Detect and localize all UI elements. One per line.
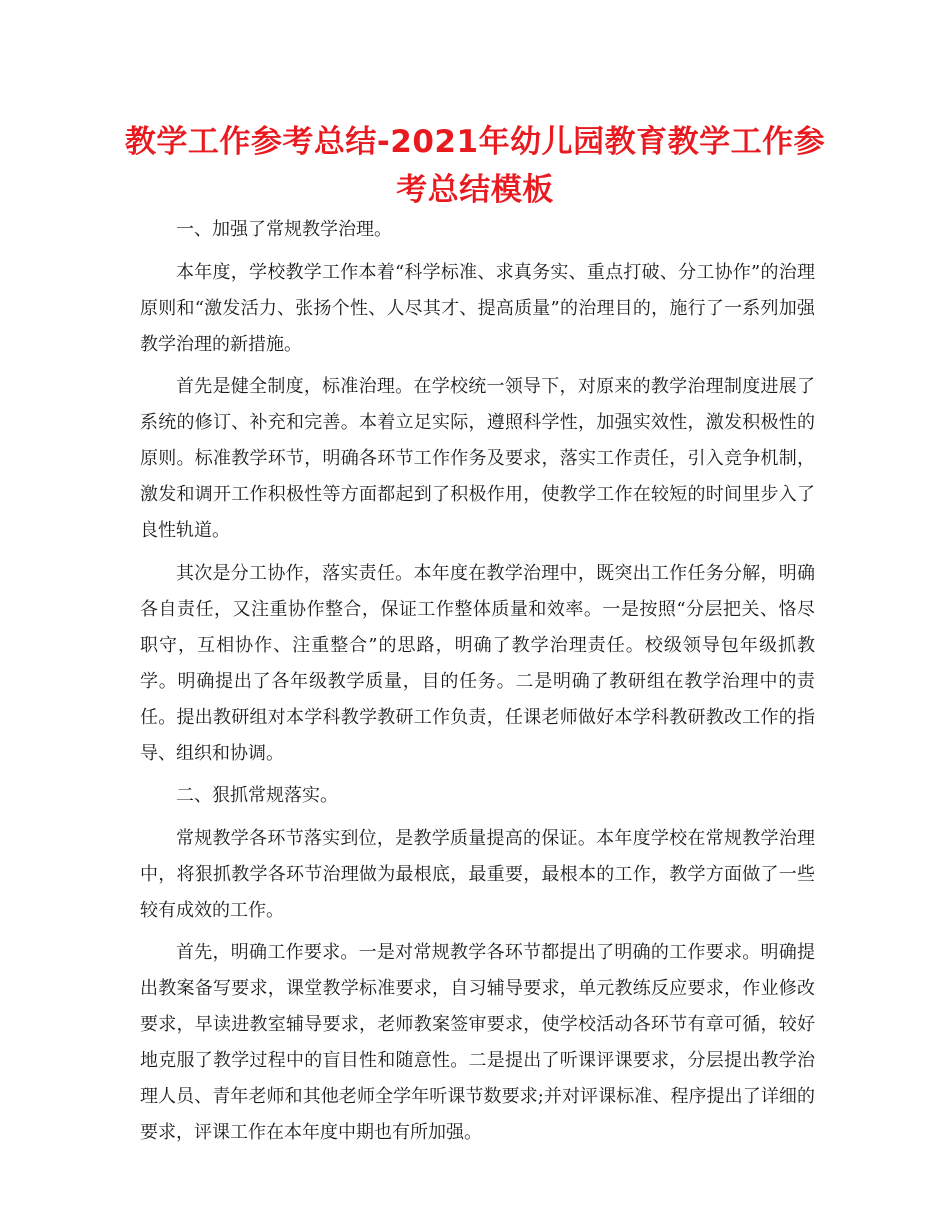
section-heading-2: 二、狠抓常规落实。 (176, 785, 338, 806)
paragraph: 其次是分工协作，落实责任。本年度在教学治理中，既突出工作任务分解，明确各自责任，又注重协作整合，保证工作整体质量和效率。一是按照“分层把关、恪尽职守，互相协作、注重整合”的思路，明确了教学治理责任。校级领导包年级抓教学。明确提出了各年级教学质量，目的任务。二是明确了教研组在教学治理中的责任。提出教研组对本学科教学教研工作负责，任课老师做好本学科教研教改工作的指导、组织和协调。 (140, 562, 815, 764)
paragraph: 本年度，学校教学工作本着“科学标准、求真务实、重点打破、分工协作”的治理原则和“激发活力、张扬个性、人尽其才、提高质量”的治理目的，施行了一系列加强教学治理的新措施。 (140, 261, 815, 355)
document-body (140, 212, 815, 1158)
document-title: 教学工作参考总结-2021年幼儿园教育教学工作参考总结模板 (124, 124, 826, 208)
paragraph: 首先是健全制度，标准治理。在学校统一领导下，对原来的教学治理制度进展了系统的修订、补充和完善。本着立足实际，遵照科学性，加强实效性，激发积极性的原则。标准教学环节，明确各环节工作作务及要求，落实工作责任，引入竞争机制，激发和调开工作积极性等方面都起到了积极作用，使教学工作在较短的时间里步入了良性轨道。 (140, 376, 815, 541)
paragraph: 首先，明确工作要求。一是对常规教学各环节都提出了明确的工作要求。明确提出教案备写要求，课堂教学标准要求，自习辅导要求，单元教练反应要求，作业修改要求，早读进教室辅导要求，老师教案签审要求，使学校活动各环节有章可循，较好地克服了教学过程中的盲目性和随意性。二是提出了听课评课要求，分层提出教学治理人员、青年老师和其他老师全学年听课节数要求;并对评课标准、程序提出了详细的要求，评课工作在本年度中期也有所加强。 (140, 942, 815, 1143)
paragraph: 常规教学各环节落实到位，是教学质量提高的保证。本年度学校在常规教学治理中，将狠抓教学各环节治理做为最根底，最重要，最根本的工作，教学方面做了一些较有成效的工作。 (140, 827, 815, 921)
section-heading-1: 一、加强了常规教学治理。 (176, 219, 392, 240)
